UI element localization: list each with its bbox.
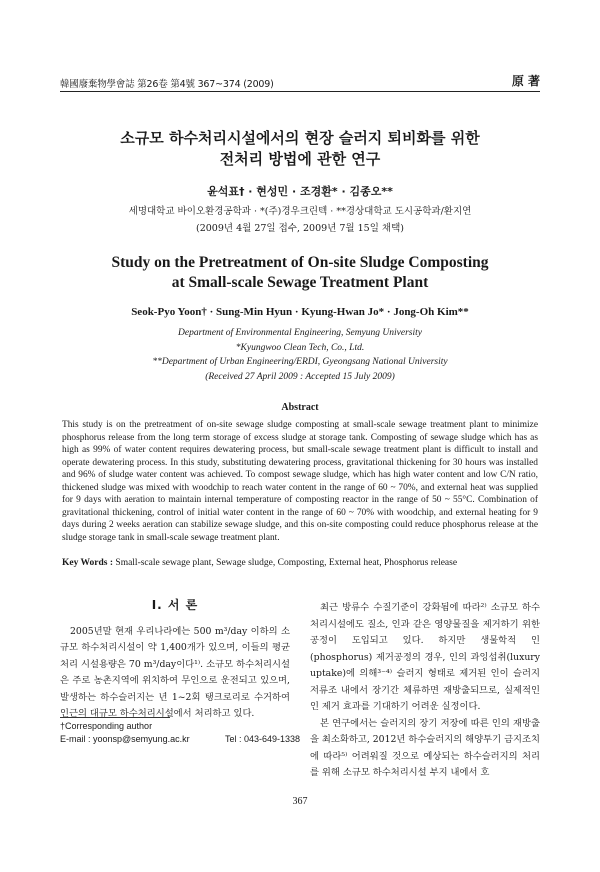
section-tag: 原 著 (511, 74, 540, 88)
korean-title-line1: 소규모 하수처리시설에서의 현장 슬러지 퇴비화를 위한 (120, 129, 480, 147)
affiliation-1: Department of Environmental Engineering, Semyung University (178, 328, 422, 338)
abstract-body: This study is on the pretreatment of on-site sewage sludge composting at small-scale sewage treatment plant to minimize phosphorus release from the long term storage of excess sludge at storage tank. Composting of sewage sludge which has as high as 99% of water content requires dewatering process, but small-scale sewage treatment plant is difficult to install and operate dewatering process. In this study, substituting dewatering process, gravitational thickening for 30 hours was installed and 96% of sludge water content was achieved. To compost sewage sludge, which has high water content and low C/N ratio, thickened sludge was mixed with woodchip to reach water content in the range of 60 ~ 70%, and external heat was supplied for 9 days with aeration to maintain internal temperature of composting reactor in the range of 50 ~ 55°C. Combination of gravitational thickening, control of initial water content in the range of 60 ~ 70% with woodchip, and external heating for 9 days during 2 weeks aeration can stabilize sewage sludge, and this on-site composting could reduce phosphorus release at the sludge storage tank in small-scale sewage treatment plant. (62, 420, 538, 543)
corresponding-author: †Corresponding author (60, 721, 153, 731)
korean-title (60, 128, 540, 170)
intro-paragraph-right-1: 최근 방류수 수질기준이 강화됨에 따라²⁾ 소규모 하수처리시설에도 질소, 인과 같은 영양물질을 제거하기 위한 공정이 도입되고 있다. 하지만 생물학적 인(phosphorus) 제거공정의 경우, 인의 과잉섭취(luxury uptake)에 의해³⁻⁴⁾ 슬러지 형태로 제거된 인이 슬러지 저류조 내에서 장기간 체류하면 재방출되므로, 실제적인 인 제거 효과를 기대하기 어려운 실정이다. (310, 602, 540, 712)
page-number: 367 (292, 796, 308, 807)
english-title-line2: at Small-scale Sewage Treatment Plant (171, 274, 429, 291)
korean-dates: (2009년 4월 27일 접수, 2009년 7월 15일 채택) (196, 223, 404, 234)
email: E-mail : yoonsp@semyung.ac.kr (60, 734, 190, 744)
keywords-list: Small-scale sewage plant, Sewage sludge, Composting, External heat, Phosphorus release (113, 558, 458, 568)
footnote-rule (60, 717, 170, 718)
intro-paragraph-left: 2005년말 현재 우리나라에는 500 m³/day 이하의 소규모 하수처리시설이 약 1,400개가 있으며, 이들의 평균 처리 시설용량은 70 m³/day이다¹⁾. 소규모 하수처리시설은 주로 농촌지역에 위치하여 무인으로 운전되고 있으며, 발생하는 하수슬러지는 년 1~2회 탱크로리로 수거하여 인근의 대규모 하수처리시설에서 처리하고 있다. (60, 625, 290, 719)
left-column (60, 597, 290, 723)
header-rule (60, 91, 540, 92)
abstract-heading: Abstract (281, 402, 319, 413)
korean-authors: 윤석표† · 현성민 · 조경환* · 김종오** (207, 185, 393, 198)
english-affiliations (60, 326, 540, 384)
intro-paragraph-right-2: 본 연구에서는 슬러지의 장기 저장에 따른 인의 재방출을 최소화하고, 2012년 하수슬러지의 해양투기 금지조치에 따라⁵⁾ 어려워질 것으로 예상되는 하수슬러지의 처리를 위해 소규모 하수처리시설 부지 내에서 호 (310, 717, 540, 778)
footnote (60, 720, 300, 746)
korean-title-line2: 전처리 방법에 관한 연구 (219, 150, 381, 168)
affiliation-2: *Kyungwoo Clean Tech, Co., Ltd. (235, 342, 365, 353)
korean-affiliation: 세명대학교 바이오환경공학과 · *(주)경우크린텍 · **경상대학교 도시공학과/환지연 (128, 206, 472, 217)
section-heading-intro: I. 서 론 (151, 598, 199, 612)
affiliation-3: **Department of Urban Engineering/ERDI, Gyeongsang National University (152, 357, 448, 367)
journal-citation: 韓國廢棄物學會誌 第26卷 第4號 367~374 (2009) (60, 79, 274, 90)
english-dates: (Received 27 April 2009 : Accepted 15 July 2009) (205, 371, 395, 382)
english-authors: Seok-Pyo Yoon† · Sung-Min Hyun · Kyung-Hwan Jo* · Jong-Oh Kim** (131, 306, 469, 318)
keywords (62, 558, 538, 568)
right-column (310, 600, 540, 782)
english-title-line1: Study on the Pretreatment of On-site Sludge Composting (111, 254, 489, 271)
keywords-label: Key Words : (62, 558, 114, 568)
telephone: Tel : 043-649-1338 (224, 734, 300, 744)
english-title (60, 253, 540, 293)
